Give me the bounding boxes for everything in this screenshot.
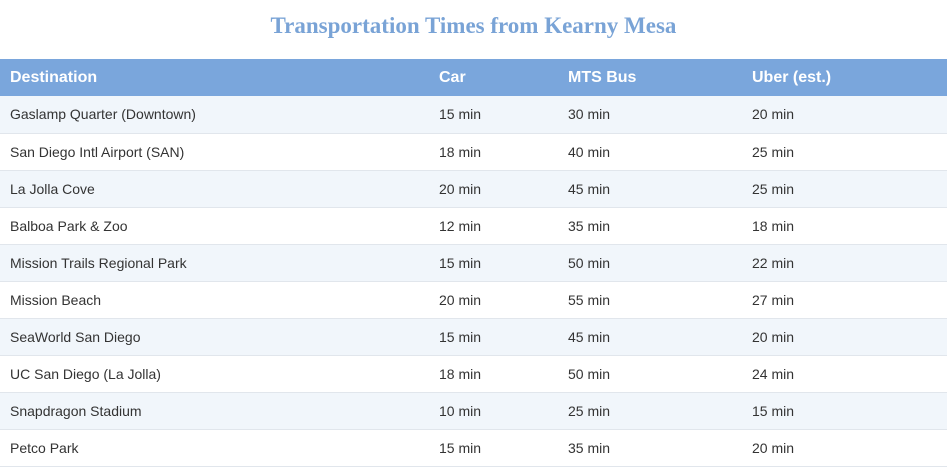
cell-uber: 20 min: [752, 106, 795, 123]
cell-destination: Mission Trails Regional Park: [10, 254, 187, 271]
cell-mts-bus: 35 min: [568, 217, 611, 234]
table-row: [0, 207, 947, 244]
cell-destination: Mission Beach: [10, 291, 102, 308]
header-car: Car: [439, 68, 466, 86]
cell-destination: Petco Park: [10, 439, 79, 456]
cell-mts-bus: 45 min: [568, 328, 611, 345]
table-row: [0, 244, 947, 281]
cell-destination: Snapdragon Stadium: [10, 402, 142, 419]
table-row: [0, 392, 947, 429]
table-row: [0, 170, 947, 207]
table-row: [0, 318, 947, 355]
cell-mts-bus: 50 min: [568, 365, 611, 382]
cell-uber: 25 min: [752, 143, 795, 160]
cell-mts-bus: 40 min: [568, 143, 611, 160]
cell-destination: Gaslamp Quarter (Downtown): [10, 106, 196, 123]
header-uber: Uber (est.): [752, 68, 832, 86]
cell-car: 15 min: [439, 106, 482, 123]
cell-mts-bus: 45 min: [568, 180, 611, 197]
cell-destination: UC San Diego (La Jolla): [10, 365, 161, 382]
table-row: [0, 133, 947, 170]
cell-uber: 25 min: [752, 180, 795, 197]
cell-car: 18 min: [439, 143, 482, 160]
cell-uber: 24 min: [752, 365, 795, 382]
cell-destination: San Diego Intl Airport (SAN): [10, 143, 185, 160]
cell-destination: SeaWorld San Diego: [10, 328, 141, 345]
cell-uber: 20 min: [752, 328, 795, 345]
cell-car: 15 min: [439, 328, 482, 345]
table-row: [0, 355, 947, 392]
cell-uber: 18 min: [752, 217, 795, 234]
cell-car: 20 min: [439, 291, 482, 308]
cell-car: 10 min: [439, 402, 482, 419]
cell-uber: 27 min: [752, 291, 795, 308]
table-row: [0, 96, 947, 133]
cell-mts-bus: 35 min: [568, 439, 611, 456]
cell-destination: La Jolla Cove: [10, 180, 95, 197]
header-row: [0, 59, 947, 96]
cell-uber: 15 min: [752, 402, 795, 419]
table-row: [0, 429, 947, 466]
cell-mts-bus: 25 min: [568, 402, 611, 419]
cell-car: 20 min: [439, 180, 482, 197]
header-mts-bus: MTS Bus: [568, 68, 637, 86]
table-body: [0, 96, 947, 466]
table-header: [0, 59, 947, 96]
header-destination: Destination: [10, 68, 98, 86]
transportation-table: [0, 59, 947, 467]
cell-car: 18 min: [439, 365, 482, 382]
cell-mts-bus: 55 min: [568, 291, 611, 308]
cell-car: 15 min: [439, 439, 482, 456]
page-title: Transportation Times from Kearny Mesa: [270, 13, 677, 38]
cell-car: 12 min: [439, 217, 482, 234]
cell-uber: 20 min: [752, 439, 795, 456]
cell-mts-bus: 50 min: [568, 254, 611, 271]
table-row: [0, 281, 947, 318]
cell-car: 15 min: [439, 254, 482, 271]
cell-destination: Balboa Park & Zoo: [10, 217, 128, 234]
cell-uber: 22 min: [752, 254, 795, 271]
cell-mts-bus: 30 min: [568, 106, 611, 123]
